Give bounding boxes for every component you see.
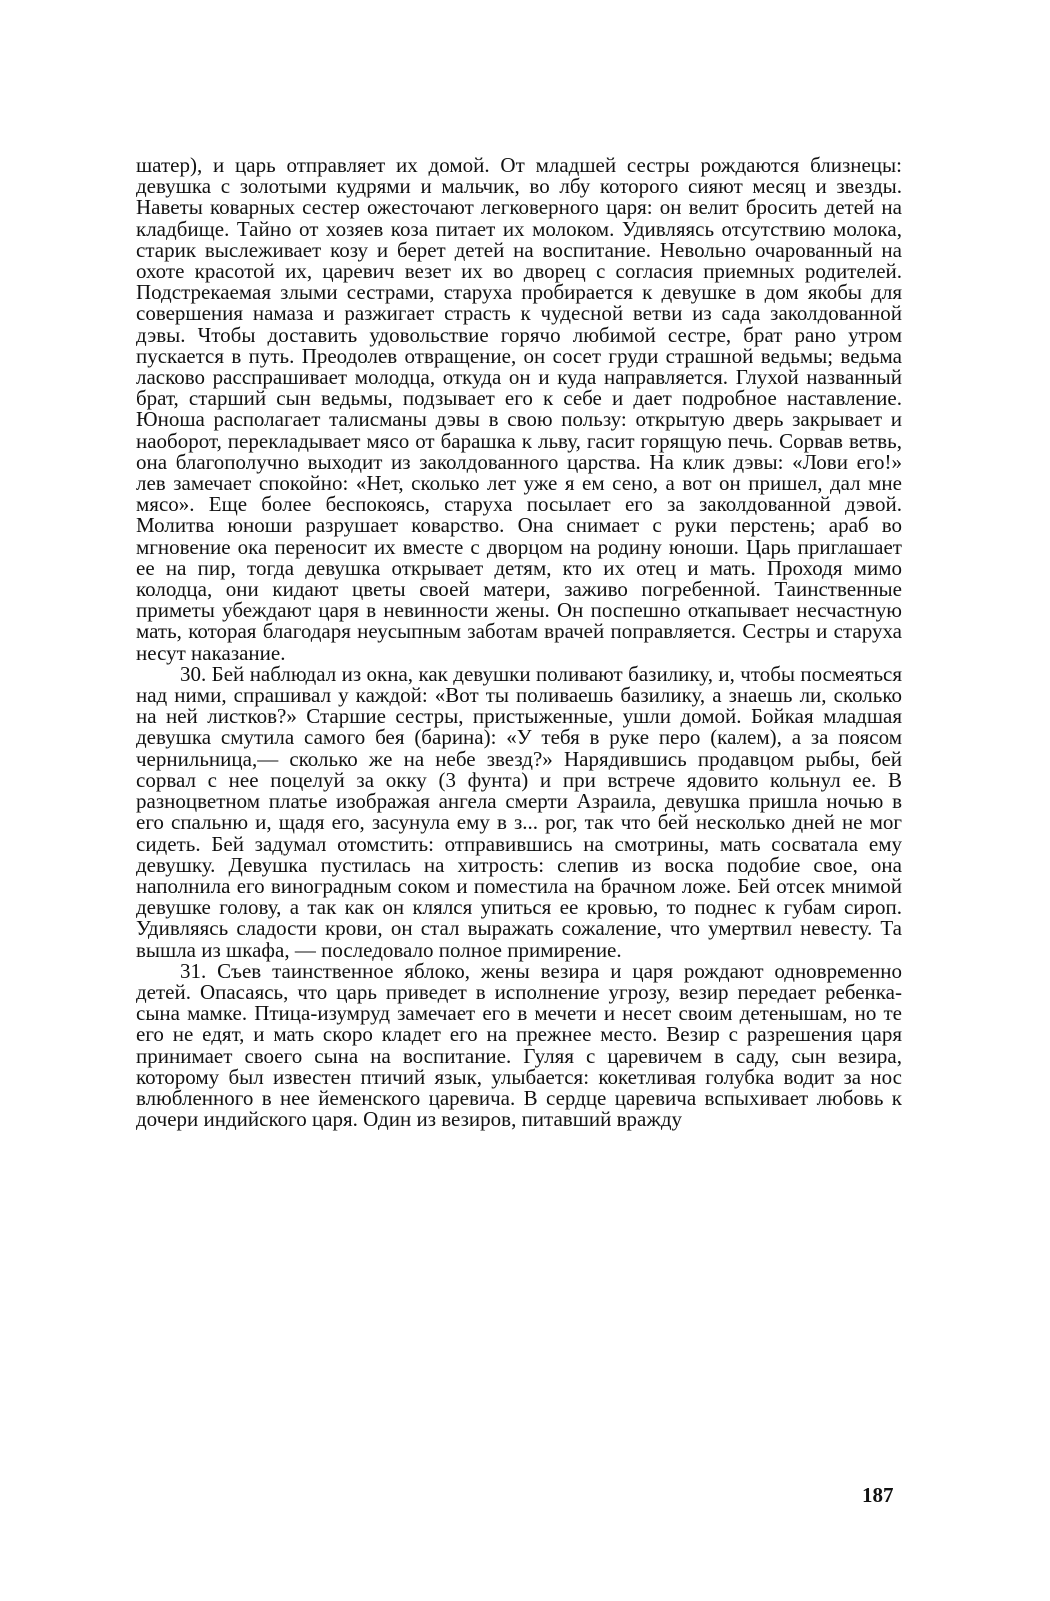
paragraph-text: Бей наблюдал из окна, как девушки поливают базилику, и, чтобы посмеяться над ними, спрашивал у каждой: «Вот ты поливаешь базилику, а знаешь ли, сколько на ней листков?» Старшие сестры, пристыженные, ушли домой. Бойкая младшая девушка смутила самого бея (барина): «У тебя в руке перо (калем), а за поясом чернильница,— сколько же на небе звезд?» Нарядившись продавцом рыбы, бей сорвал с нее поцелуй за окку (3 фунта) и при встрече ядовито кольнул ее. В разноцветном платье изображая ангела смерти Азраила, девушка пришла ночью в его спальню и, щадя его, засунула ему в з... рог, так что бей несколько дней не мог сидеть. Бей задумал отомстить: отправившись на смотрины, мать сосватала ему девушку. Девушка пустилась на хитрость: слепив из воска подобие свое, она наполнила его виноградным соком и поместила на брачном ложе. Бей отсек мнимой девушке голову, а так как он клялся упиться ее кровью, то поднес к губам сироп. Удивляясь сладости крови, он стал выражать сожаление, что умертвил невесту. Та вышла из шкафа, — последовало полное примирение. xyxy=(136,661,903,962)
paragraph-30 xyxy=(136,661,903,962)
page-number: 187 xyxy=(862,1483,894,1507)
paragraph-text: шатер), и царь отправляет их домой. От младшей сестры рождаются близнецы: девушка с золотыми кудрями и мальчик, во лбу которого сияют месяц и звезды. Наветы коварных сестер ожесточают легковерного царя: он велит бросить детей на кладбище. Тайно от хозяев коза питает их молоком. Удивляясь отсутствию молока, старик выслеживает козу и берет детей на воспитание. Невольно очарованный на охоте красотой их, царевич везет их во дворец с согласия приемных родителей. Подстрекаемая злыми сестрами, старуха пробирается к девушке в дом якобы для совершения намаза и разжигает страсть к чудесной ветви из сада заколдованной дэвы. Чтобы доставить удовольствие горячо любимой сестре, брат рано утром пускается в путь. Преодолев отвращение, он сосет груди страшной ведьмы; ведьма ласково расспрашивает молодца, откуда он и куда направляется. Глухой названный брат, старший сын ведьмы, подзывает его к себе и дает подробное наставление. Юноша располагает талисманы дэвы в свою пользу: открытую дверь закрывает и наоборот, перекладывает мясо от барашка к льву, гасит горящую печь. Сорвав ветвь, она благополучно выходит из заколдованного царства. На клик дэвы: «Лови его!» лев замечает спокойно: «Нет, сколько лет уже я ем сено, а вот он пришел, дал мне мясо». Еще более беспокоясь, старуха посылает его за заколдованной дэвой. Молитва юноши разрушает коварство. Она снимает с руки перстень; араб во мгновение ока переносит их вместе с дворцом на родину юноши. Царь приглашает ее на пир, тогда девушка открывает детям, кто их отец и мать. Проходя мимо колодца, они кидают цветы своей матери, заживо погребенной. Таинственные приметы убеждают царя в невинности жены. Он поспешно откапывает несчастную мать, которая благодаря неусыпным заботам врачей поправляется. Сестры и старуха несут наказание. xyxy=(136,153,902,665)
paragraph-text: Съев таинственное яблоко, жены везира и царя рождают одновременно детей. Опасаясь, что царь приведет в исполнение угрозу, везир передает ребенка-сына мамке. Птица-изумруд замечает его в мечети и несет своим детенышам, но те его не едят, и мать скоро кладет его на прежнее место. Везир с разрешения царя принимает своего сына на воспитание. Гуляя с царевичем в саду, сын везира, которому был известен птичий язык, улыбается: кокетливая голубка водит за нос влюбленного в нее йеменского царевича. В сердце царевича вспыхивает любовь к дочери индийского царя. Один из везиров, питавший вражду xyxy=(136,958,903,1132)
paragraph-31 xyxy=(136,958,903,1132)
paragraph-continued xyxy=(136,155,902,664)
paragraph-number: 30. xyxy=(180,661,207,686)
body-text xyxy=(136,155,902,1130)
paragraph-number: 31. xyxy=(180,958,207,983)
